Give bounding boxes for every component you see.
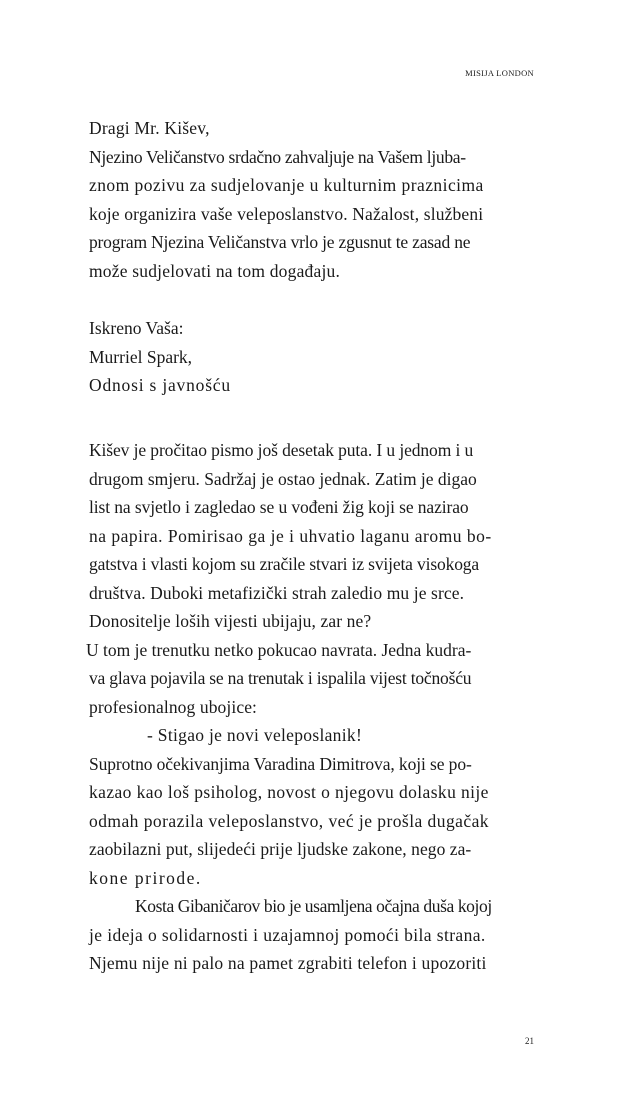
signature-line: Odnosi s javnošću xyxy=(89,375,231,395)
body-line: Donositelje loših vijesti ubijaju, zar ne? xyxy=(89,611,372,631)
body-line: kone prirode. xyxy=(89,867,202,888)
body-line: odmah porazila veleposlanstvo, već je prošla dugačak xyxy=(89,810,490,831)
letter-line: Njezino Veličanstvo srdačno zahvaljuje na Vašem ljuba- xyxy=(89,146,466,167)
body-line: profesionalnog ubojice: xyxy=(89,696,258,717)
signature-line: Murriel Spark, xyxy=(89,346,193,367)
letter-line: program Njezina Veličanstva vrlo je zgusnut te zasad ne xyxy=(89,232,471,252)
body-line: Kosta Gibaničarov bio je usamljena očajna duša kojoj xyxy=(135,896,492,916)
body-line: Njemu nije ni palo na pamet zgrabiti telefon i upozoriti xyxy=(89,953,487,973)
body-line: gatstva i vlasti kojom su zračile stvari iz svijeta visokoga xyxy=(89,554,480,574)
body-text xyxy=(86,436,492,978)
body-line: zaobilazni put, slijedeći prije ljudske zakone, nego za- xyxy=(89,839,472,859)
letter-line: Dragi Mr. Kišev, xyxy=(89,118,210,138)
body-line: - Stigao je novi veleposlanik! xyxy=(147,725,363,745)
signature-block xyxy=(89,314,231,400)
body-line: društva. Duboki metafizički strah zaledio mu je srce. xyxy=(89,582,465,603)
letter-text xyxy=(89,114,484,285)
body-line: Suprotno očekivanjima Varadina Dimitrova, koji se po- xyxy=(89,753,472,774)
letter-line: koje organizira vaše veleposlanstvo. Nažalost, službeni xyxy=(89,203,484,224)
page-number: 21 xyxy=(525,1036,534,1046)
body-line: Kišev je pročitao pismo još desetak puta. I u jednom i u xyxy=(89,440,474,460)
signature-line: Iskreno Vaša: xyxy=(89,318,184,338)
body-line: list na svjetlo i zagledao se u vođeni žig koji se nazirao xyxy=(89,497,469,517)
letter-line: znom pozivu za sudjelovanje u kulturnim praznicima xyxy=(89,175,484,195)
running-header: MISIJA LONDON xyxy=(465,68,534,78)
body-line: je ideja o solidarnosti i uzajamnoj pomoći bila strana. xyxy=(89,924,486,945)
body-line: va glava pojavila se na trenutak i ispalila vijest točnošću xyxy=(89,668,472,688)
body-line: kazao kao loš psiholog, novost o njegovu dolasku nije xyxy=(89,782,489,802)
body-line: drugom smjeru. Sadržaj je ostao jednak. Zatim je digao xyxy=(89,468,477,489)
body-line: na papira. Pomirisao ga je i uhvatio laganu aromu bo- xyxy=(89,525,492,546)
body-line: U tom je trenutku netko pokucao navrata. Jedna kudra- xyxy=(86,639,472,660)
letter-line: može sudjelovati na tom događaju. xyxy=(89,260,341,281)
